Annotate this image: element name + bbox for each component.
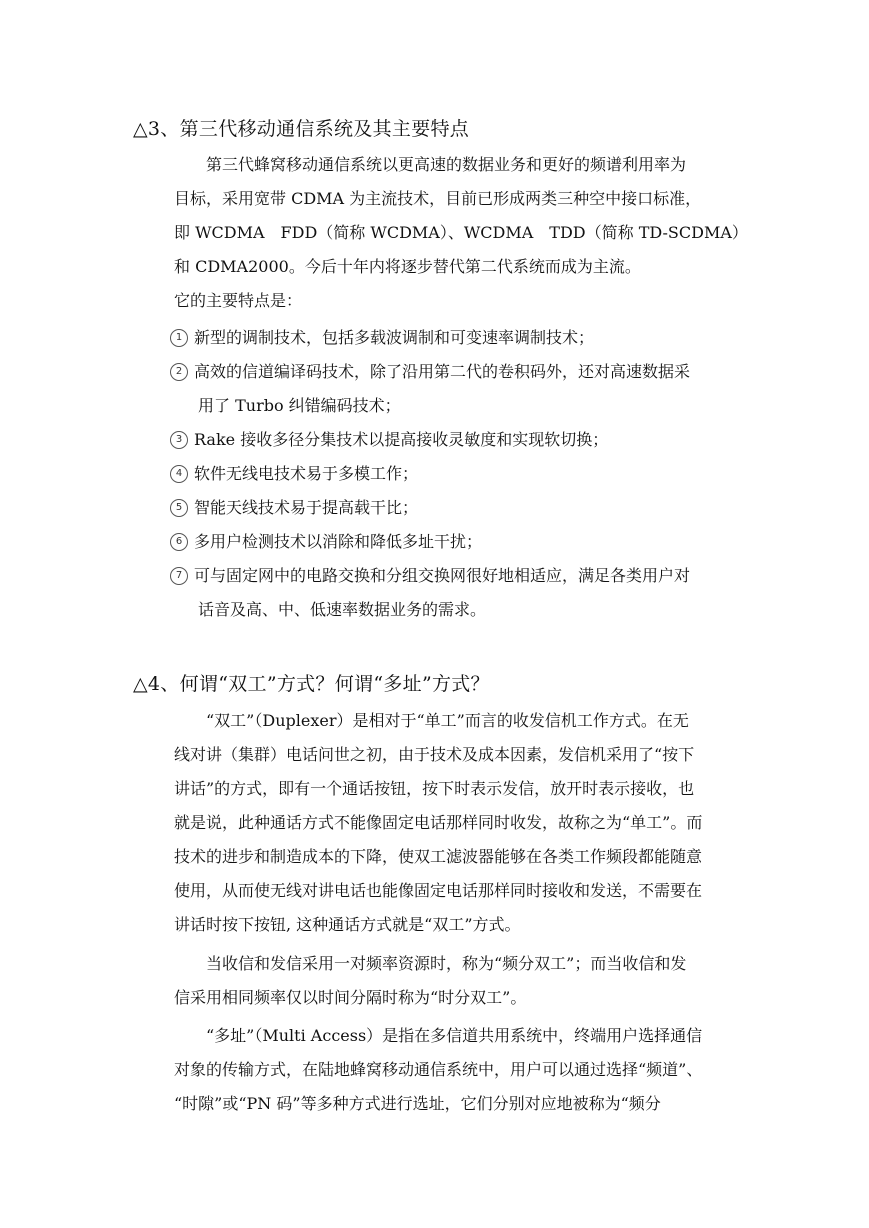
list-item [170,361,690,383]
circled-number: 4 [170,465,188,483]
list-item-text: 新型的调制技术，包括多载波调制和可变速率调制技术； [194,328,595,347]
paragraph-line: 线对讲（集群）电话问世之初，由于技术及成本因素，发信机采用了“按下 [174,745,695,764]
paragraph-line: 目标，采用宽带 CDMA 为主流技术，目前已形成两类三种空中接口标准， [174,189,702,208]
list-item-text: 软件无线电技术易于多模工作； [194,464,419,483]
list-item-text: Rake 接收多径分集技术以提高接收灵敏度和实现软切换； [194,430,609,449]
list-item [170,565,690,587]
section-4-heading: △4、何谓“双工”方式？何谓“多址”方式？ [133,673,490,695]
paragraph-line: “双工”（Duplexer）是相对于“单工”而言的收发信机工作方式。在无 [206,711,689,730]
list-item [170,531,482,553]
list-item [170,463,418,485]
list-item [170,429,608,451]
list-item-continuation: 话音及高、中、低速率数据业务的需求。 [198,600,487,619]
paragraph-line: “多址”（Multi Access）是指在多信道共用系统中，终端用户选择通信 [206,1026,703,1045]
paragraph-line: 即 WCDMA FDD（简称 WCDMA）、WCDMA TDD（简称 TD-SCDMA） [174,223,748,242]
paragraph-line: 技术的进步和制造成本的下降，使双工滤波器能够在各类工作频段都能随意 [174,847,703,866]
paragraph-line: 对象的传输方式，在陆地蜂窝移动通信系统中，用户可以通过选择“频道”、 [174,1060,703,1079]
list-item-text: 可与固定网中的电路交换和分组交换网很好地相适应，满足各类用户对 [194,566,691,585]
paragraph-line: 讲话”的方式，即有一个通话按钮，按下时表示发信，放开时表示接收，也 [174,779,695,798]
list-item [170,497,418,519]
paragraph-line: 讲话时按下按钮, 这种通话方式就是“双工”方式。 [174,915,521,934]
circled-number: 7 [170,567,188,585]
paragraph-line: 当收信和发信采用一对频率资源时，称为“频分双工”；而当收信和发 [206,954,687,973]
paragraph-line: “时隙”或“PN 码”等多种方式进行选址，它们分别对应地被称为“频分 [174,1094,661,1113]
circled-number: 2 [170,363,188,381]
list-item-continuation: 用了 Turbo 纠错编码技术； [198,396,401,415]
circled-number: 1 [170,329,188,347]
list-item-text: 高效的信道编译码技术，除了沿用第二代的卷积码外，还对高速数据采 [194,362,691,381]
list-item-text: 智能天线技术易于提高载干比； [194,498,419,517]
paragraph-line: 就是说，此种通话方式不能像固定电话那样同时收发，故称之为“单工”。而 [174,813,703,832]
section-3-heading: △3、第三代移动通信系统及其主要特点 [133,118,470,140]
paragraph-line: 和 CDMA2000。今后十年内将逐步替代第二代系统而成为主流。 [174,257,641,276]
list-item-text: 多用户检测技术以消除和降低多址干扰； [194,532,483,551]
circled-number: 6 [170,533,188,551]
list-item [170,327,594,349]
paragraph-line: 第三代蜂窝移动通信系统以更高速的数据业务和更好的频谱利用率为 [206,155,687,174]
features-intro: 它的主要特点是： [174,291,303,310]
paragraph-line: 使用，从而使无线对讲电话也能像固定电话那样同时接收和发送，不需要在 [174,881,703,900]
circled-number: 5 [170,499,188,517]
circled-number: 3 [170,431,188,449]
paragraph-line: 信采用相同频率仅以时间分隔时称为“时分双工”。 [174,988,527,1007]
